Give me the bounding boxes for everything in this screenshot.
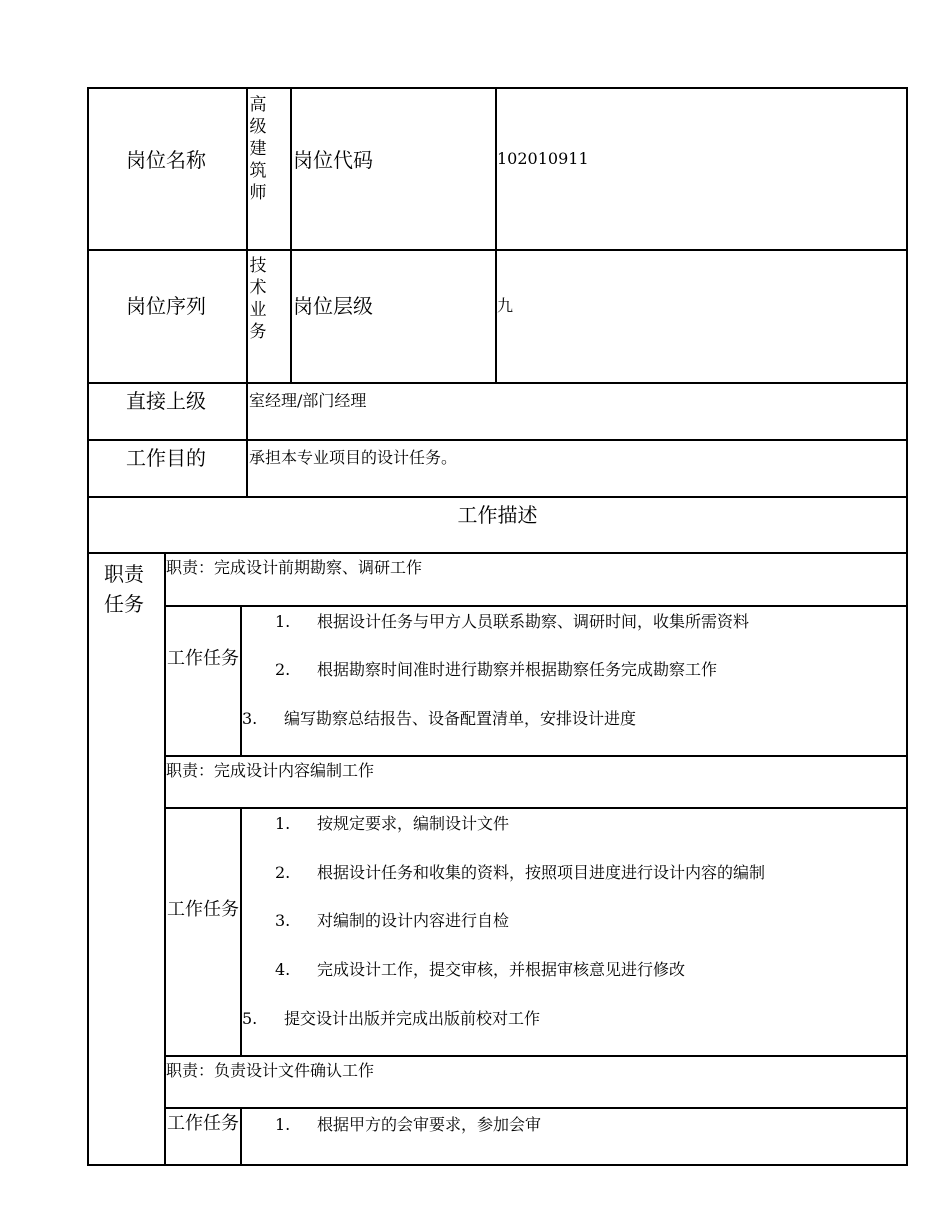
duty-heading: 职责：完成设计前期勘察、调研工作 <box>166 558 423 577</box>
task-item-text: 根据设计任务和收集的资料，按照项目进度进行设计内容的编制 <box>317 863 766 882</box>
task-item-text: 根据设计任务与甲方人员联系勘察、调研时间，收集所需资料 <box>317 612 750 631</box>
row-divider <box>164 605 908 607</box>
task-item-text: 对编制的设计内容进行自检 <box>317 911 510 930</box>
row-divider <box>164 755 908 757</box>
position-level-value: 九 <box>497 296 514 315</box>
position-series-value: 技术业务 <box>249 256 267 342</box>
section-title: 工作描述 <box>457 503 538 527</box>
purpose-value: 承担本专业项目的设计任务。 <box>249 448 458 467</box>
table-border-top <box>87 87 908 89</box>
task-item-number: 3. <box>275 911 291 930</box>
task-item-number: 1. <box>275 1115 291 1134</box>
task-item-text: 编写勘察总结报告、设备配置清单，安排设计进度 <box>284 709 637 728</box>
row-divider <box>87 439 908 441</box>
task-label: 工作任务 <box>167 648 239 669</box>
duty-heading: 职责：完成设计内容编制工作 <box>166 761 375 780</box>
row-divider <box>164 807 908 809</box>
duty-heading: 职责：负责设计文件确认工作 <box>166 1061 375 1080</box>
task-item-text: 提交设计出版并完成出版前校对工作 <box>284 1009 541 1028</box>
table-border-bottom <box>87 1164 908 1166</box>
position-name-value: 高级建筑师 <box>249 95 267 203</box>
task-item-number: 1. <box>275 814 291 833</box>
row-divider <box>164 1055 908 1057</box>
task-label: 工作任务 <box>167 899 239 920</box>
position-name-label: 岗位名称 <box>126 148 206 172</box>
task-item-number: 2. <box>275 863 291 882</box>
row-divider <box>87 496 908 498</box>
col-divider <box>290 87 292 384</box>
task-item-number: 3. <box>242 709 258 728</box>
row-divider <box>87 249 908 251</box>
position-code-value: 102010911 <box>497 149 589 168</box>
task-item-number: 1. <box>275 612 291 631</box>
task-item-number: 4. <box>275 960 291 979</box>
position-code-label: 岗位代码 <box>293 148 373 172</box>
duties-label: 职责任务 <box>104 562 144 616</box>
task-item-text: 根据勘察时间准时进行勘察并根据勘察任务完成勘察工作 <box>317 660 718 679</box>
task-item-text: 根据甲方的会审要求，参加会审 <box>317 1115 542 1134</box>
col-divider <box>495 87 497 384</box>
task-item-text: 完成设计工作，提交审核，并根据审核意见进行修改 <box>317 960 686 979</box>
row-divider <box>87 382 908 384</box>
superior-value: 室经理/部门经理 <box>249 391 367 410</box>
task-item-number: 2. <box>275 660 291 679</box>
task-item-number: 5. <box>242 1009 258 1028</box>
task-item-text: 按规定要求，编制设计文件 <box>317 814 510 833</box>
row-divider <box>87 552 908 554</box>
task-label: 工作任务 <box>167 1113 239 1134</box>
col-divider <box>240 1107 242 1166</box>
position-series-label: 岗位序列 <box>126 294 206 318</box>
superior-label: 直接上级 <box>126 389 206 413</box>
position-level-label: 岗位层级 <box>293 294 373 318</box>
col-divider <box>240 605 242 756</box>
row-divider <box>164 1107 908 1109</box>
purpose-label: 工作目的 <box>126 446 206 470</box>
